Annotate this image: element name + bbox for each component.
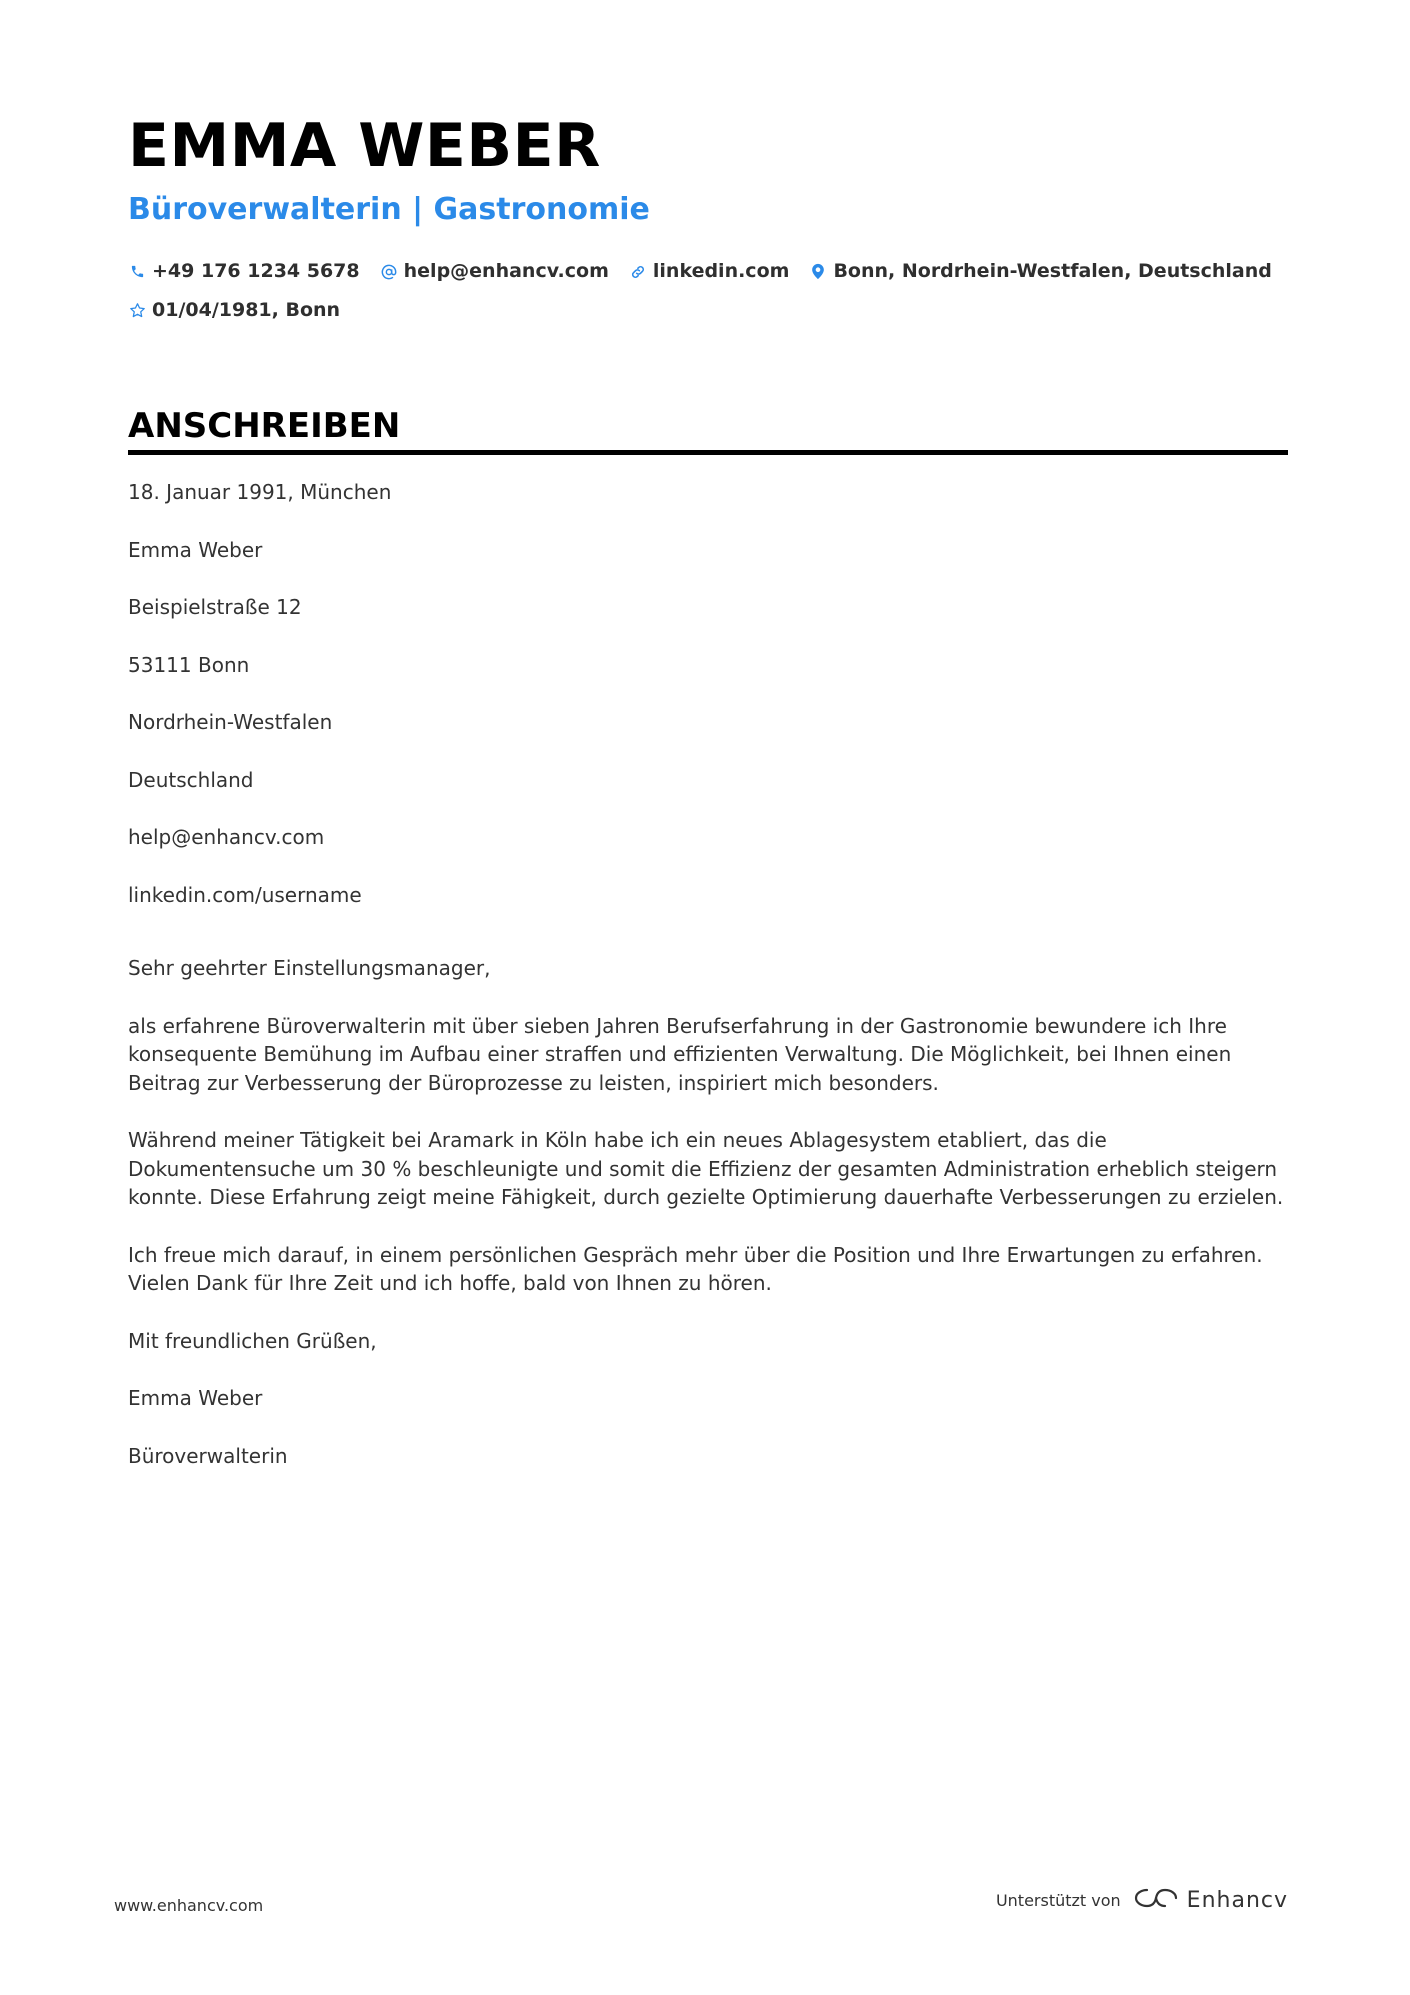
footer-branding (996, 1886, 1288, 1914)
contact-phone (128, 252, 360, 291)
contact-row-1 (128, 252, 1288, 291)
star-icon (128, 302, 146, 320)
letter-paragraph: Ich freue mich darauf, in einem persönlichen Gespräch mehr über die Position und Ihre Erwartungen zu erfahren. Vielen Dank für Ihre Zeit und ich hoffe, bald von Ihnen zu hören. (128, 1242, 1263, 1295)
address-line: linkedin.com/username (128, 882, 362, 907)
address-line: help@enhancv.com (128, 825, 325, 849)
phone-icon (128, 263, 146, 281)
enhancv-brand: Enhancv (1186, 1887, 1288, 1913)
letter-body (128, 478, 1288, 1470)
candidate-role: Büroverwalterin | Gastronomie (128, 192, 650, 227)
section-title: ANSCHREIBEN (128, 406, 401, 446)
letter-paragraph: Während meiner Tätigkeit bei Aramark in Köln habe ich ein neues Ablagesystem etabliert, das die Dokumentensuche um 30 % beschleunigte und somit die Effizienz der gesamten Administration erheblich steigern konnte. Diese Erfahrung zeigt meine Fähigkeit, durch gezielte Optimierung dauerhafte Verbesserungen zu erzielen. (128, 1128, 1284, 1209)
candidate-name: EMMA WEBER (128, 111, 601, 181)
contact-phone-text: +49 176 1234 5678 (152, 260, 360, 282)
contact-linkedin-text: linkedin.com (652, 260, 790, 282)
address-line: Deutschland (128, 767, 254, 792)
at-icon (380, 263, 398, 281)
signature-name: Emma Weber (128, 1386, 263, 1410)
letter-paragraph: als erfahrene Büroverwalterin mit über sieben Jahren Berufserfahrung in der Gastronomie bewundere ich Ihre konsequente Bemühung im Aufbau einer straffen und effizienten Verwaltung. Die Möglichkeit, bei Ihnen einen Beitrag zur Verbesserung der Büroprozesse zu leisten, inspiriert mich besonders. (128, 1013, 1232, 1095)
address-line: 53111 Bonn (128, 652, 250, 677)
letter-closing: Mit freundlichen Grüßen, (128, 1328, 377, 1353)
contact-location-text: Bonn, Nordrhein-Westfalen, Deutschland (833, 260, 1272, 282)
footer-website[interactable]: www.enhancv.com (114, 1896, 264, 1915)
contact-row-2 (128, 291, 1288, 330)
address-line: Emma Weber (128, 537, 263, 562)
enhancv-logo-icon (1133, 1886, 1179, 1914)
contact-location (809, 252, 1271, 291)
header (128, 108, 1288, 330)
section-divider (128, 450, 1288, 455)
contact-birth (128, 291, 340, 330)
address-line: Beispielstraße 12 (128, 595, 302, 619)
location-icon (809, 263, 827, 281)
link-icon (629, 263, 647, 281)
contact-email[interactable] (380, 252, 609, 291)
powered-by-label: Unterstützt von (995, 1890, 1121, 1910)
letter-greeting: Sehr geehrter Einstellungsmanager, (128, 956, 491, 980)
address-line: Nordrhein-Westfalen (128, 710, 333, 734)
contact-email-text: help@enhancv.com (403, 260, 609, 282)
signature-title: Büroverwalterin (128, 1443, 288, 1468)
cover-letter-section (128, 404, 1288, 455)
contact-birth-text: 01/04/1981, Bonn (152, 299, 341, 321)
contact-info (128, 252, 1288, 330)
letter-date-place: 18. Januar 1991, München (128, 480, 392, 504)
contact-linkedin[interactable] (629, 252, 790, 291)
